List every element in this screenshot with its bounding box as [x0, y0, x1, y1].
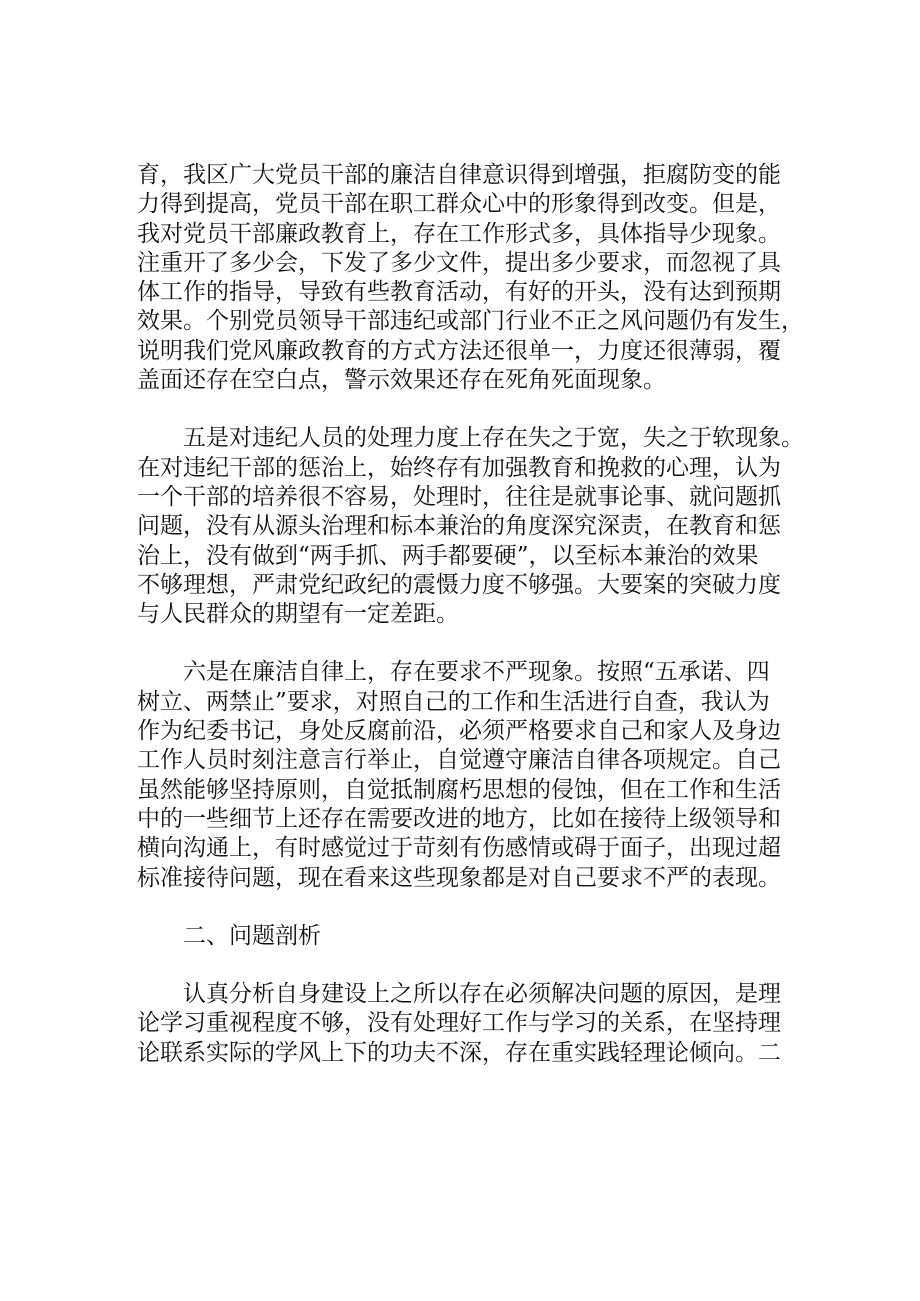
heading-text: 二、问题剖析 [183, 922, 321, 949]
text-line: 虽然能够坚持原则，自觉抵制腐朽思想的侵蚀，但在工作和生活 [137, 776, 781, 803]
text-line: 注重开了多少会，下发了多少文件，提出多少要求，而忽视了具 [137, 249, 781, 276]
paragraph-point-six [137, 658, 797, 892]
text-line: 力得到提高，党员干部在职工群众心中的形象得到改变。但是， [137, 191, 781, 218]
text-line: 六是在廉洁自律上，存在要求不严现象。按照“五承诺、四 [183, 659, 770, 686]
text-line: 一个干部的培养很不容易，处理时，往往是就事论事、就问题抓 [137, 483, 781, 510]
paragraph-gap [137, 951, 797, 980]
paragraph-point-five [137, 424, 804, 629]
text-line: 树立、两禁止”要求，对照自己的工作和生活进行自查，我认为 [137, 688, 770, 715]
text-line: 论学习重视程度不够，没有处理好工作与学习的关系，在坚持理 [137, 1010, 781, 1037]
text-line: 中的一些细节上还存在需要改进的地方，比如在接待上级领导和 [137, 805, 781, 832]
text-line: 体工作的指导，导致有些教育活动，有好的开头，没有达到预期 [137, 279, 781, 306]
text-line: 效果。个别党员领导干部违纪或部门行业不正之风问题仍有发生， [137, 308, 804, 335]
paragraph-continuation [137, 161, 804, 395]
paragraph-gap [137, 395, 797, 424]
text-line: 与人民群众的期望有一定差距。 [137, 601, 459, 628]
text-line: 育，我区广大党员干部的廉洁自律意识得到增强，拒腐防变的能 [137, 162, 781, 188]
text-line: 工作人员时刻注意言行举止，自觉遵守廉洁自律各项规定。自己 [137, 747, 781, 774]
text-line: 盖面还存在空白点，警示效果还存在死角死面现象。 [137, 367, 666, 394]
paragraph-gap [137, 629, 797, 658]
text-line: 说明我们党风廉政教育的方式方法还很单一，力度还很薄弱，覆 [137, 337, 781, 364]
paragraph-gap [137, 893, 797, 922]
text-line: 在对违纪干部的惩治上，始终存有加强教育和挽救的心理，认为 [137, 454, 781, 481]
text-line: 不够理想，严肃党纪政纪的震慑力度不够强。大要案的突破力度 [137, 571, 781, 598]
text-line: 五是对违纪人员的处理力度上存在失之于宽，失之于软现象。 [183, 425, 804, 452]
paragraph-analysis [137, 980, 797, 1068]
text-line: 认真分析自身建设上之所以存在必须解决问题的原因，是理 [183, 981, 781, 1008]
text-line: 作为纪委书记，身处反腐前沿，必须严格要求自己和家人及身边 [137, 718, 781, 745]
text-line: 问题，没有从源头治理和标本兼治的角度深究深责，在教育和惩 [137, 513, 781, 540]
text-line: 治上，没有做到“两手抓、两手都要硬”，以至标本兼治的效果 [137, 542, 759, 569]
section-heading [137, 922, 797, 951]
document-body [137, 161, 804, 1068]
text-line: 我对党员干部廉政教育上，存在工作形式多，具体指导少现象。 [137, 220, 781, 247]
text-line: 横向沟通上，有时感觉过于苛刻有伤感情或碍于面子，出现过超 [137, 835, 781, 862]
text-line: 论联系实际的学风上下的功夫不深，存在重实践轻理论倾向。二 [137, 1039, 781, 1066]
text-line: 标准接待问题，现在看来这些现象都是对自己要求不严的表现。 [137, 864, 781, 891]
